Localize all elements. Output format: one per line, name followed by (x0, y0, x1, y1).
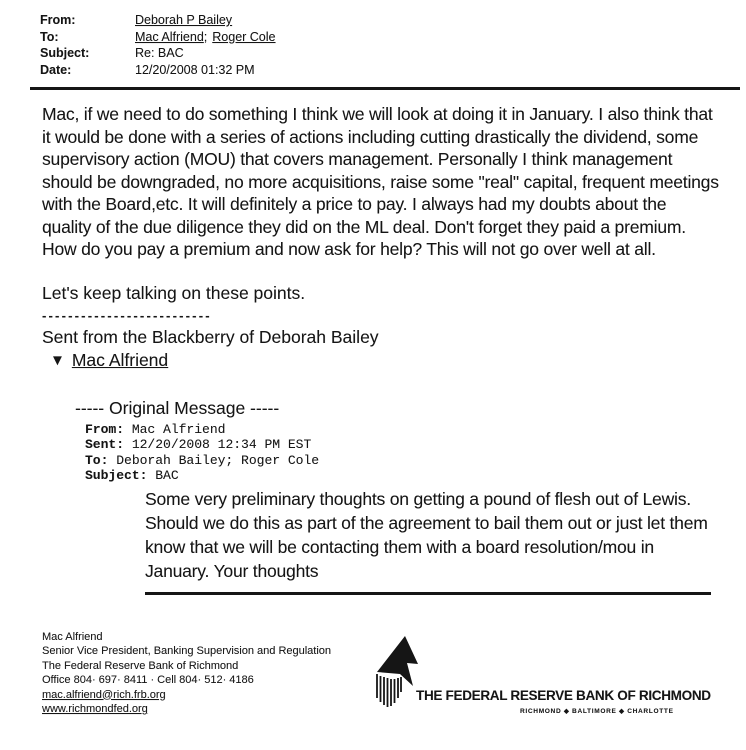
quoted-body: Some very preliminary thoughts on getting a pound of flesh out of Lewis. Should we do this as part of the agreement to bail them out or just let them know that we will be contacting them with a board resolution/mou in January. Your thoughts (145, 488, 708, 581)
date-value: 12/20/2008 01:32 PM (135, 62, 255, 77)
quoted-message (75, 398, 746, 595)
from-contact-link[interactable]: Deborah P Bailey (135, 13, 233, 27)
quoted-subject-value: BAC (155, 468, 179, 483)
mail-header (40, 12, 746, 78)
richmond-fed-arrow-icon (374, 632, 418, 710)
quoted-row-sent (85, 437, 746, 453)
quoted-row-to (85, 453, 746, 469)
richmond-fed-logo (374, 632, 711, 737)
message-body: Mac, if we need to do something I think we will look at doing it in January. I also think that it would be done with a series of actions including cutting drastically the dividend, some supervisory action (MOU) that covers management. Personally I think management should be downgraded, no more acquisitions, raise some "real" capital, frequent meetings with the Board,etc. It will definitely a price to pay. I always had my doubts about the quality of the due diligence they did on the ML deal. Don't forget they paid a premium. How do you pay a premium and now ask for help? This will not go over well at all. (42, 104, 719, 259)
email-link[interactable]: mac.alfriend@rich.frb.org (42, 688, 166, 701)
message-closing: Let's keep talking on these points. (42, 282, 306, 303)
quoted-to-label: To: (85, 452, 109, 468)
quoted-sent-label: Sent: (85, 437, 125, 452)
subject-value: Re: BAC (135, 46, 184, 60)
original-message-divider: ----- Original Message ----- (75, 397, 280, 418)
thread-toggle[interactable] (50, 350, 746, 371)
quoted-row-subject (85, 468, 746, 484)
quoted-from-label: From: (85, 421, 125, 437)
to-contact-link-1[interactable]: Mac Alfriend (135, 29, 204, 44)
header-row-from (40, 12, 746, 29)
to-separator: ; (203, 29, 208, 44)
to-contact-link-2[interactable]: Roger Cole (212, 29, 276, 44)
quoted-sent-value: 12/20/2008 12:34 PM EST (131, 437, 312, 452)
quoted-to-value: Deborah Bailey; Roger Cole (116, 452, 320, 468)
signature-name: Mac Alfriend (42, 630, 103, 643)
header-row-date (40, 62, 746, 79)
to-label: To: (40, 29, 59, 44)
subject-label: Subject: (40, 46, 90, 60)
quoted-row-from (85, 422, 746, 438)
signature-organization: The Federal Reserve Bank of Richmond (42, 659, 239, 672)
footer (0, 630, 746, 750)
header-row-subject (40, 45, 746, 62)
thread-toggle-contact-link[interactable]: Mac Alfriend (71, 349, 169, 370)
signature-phones: Office 804· 697· 8411 · Cell 804· 512· 4186 (42, 674, 254, 686)
bank-cities: RICHMOND ◆ BALTIMORE ◆ CHARLOTTE (520, 707, 674, 715)
triangle-down-icon: ▼ (50, 351, 65, 369)
scanned-email-page (0, 12, 746, 715)
date-label: Date: (40, 62, 72, 77)
header-row-to (40, 29, 746, 46)
quoted-subject-label: Subject: (85, 468, 148, 483)
signature-title: Senior Vice President, Banking Supervision and Regulation (42, 645, 332, 657)
quoted-from-value: Mac Alfriend (131, 421, 226, 437)
dashed-separator: -------------------------- (42, 307, 212, 323)
quoted-divider-line (145, 592, 711, 595)
bank-name: THE FEDERAL RESERVE BANK OF RICHMOND (416, 687, 711, 703)
header-divider-line (30, 87, 740, 90)
sent-from-line: Sent from the Blackberry of Deborah Bailey (42, 326, 379, 347)
from-label: From: (40, 13, 76, 27)
website-link[interactable]: www.richmondfed.org (42, 703, 148, 715)
quoted-headers (85, 422, 746, 484)
